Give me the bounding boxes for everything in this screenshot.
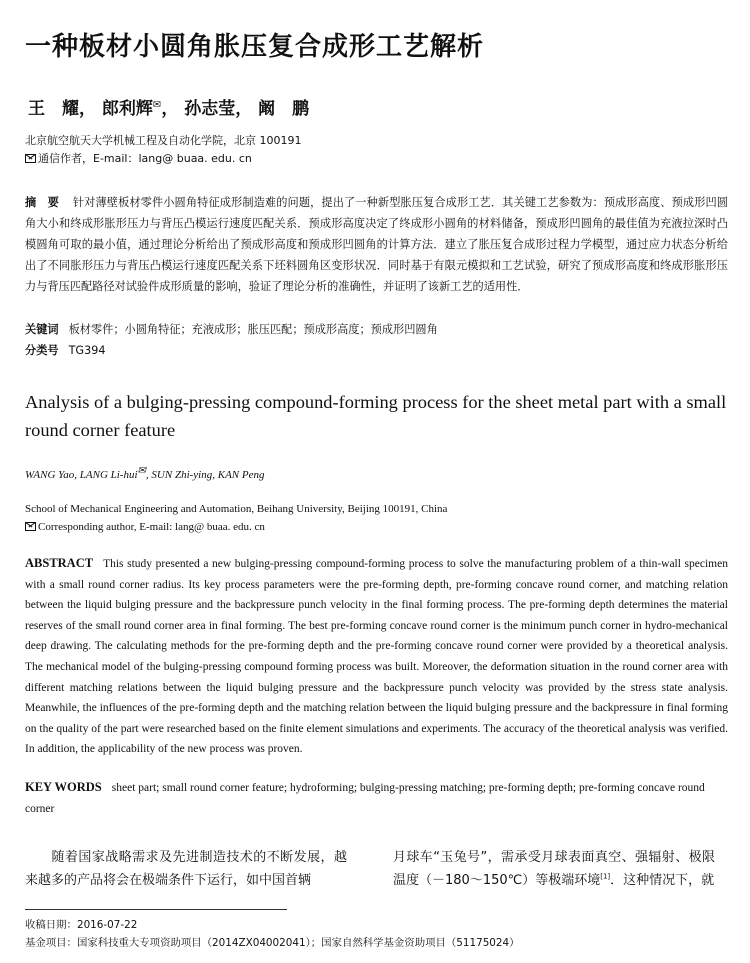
body-paragraph: 随着国家战略需求及先进制造技术的不断发展，越来越多的产品将会在极端条件下运行，如中国首辆 (25, 850, 347, 888)
author-list-cn: 王 耀， 郎利辉✉， 孙志莹， 阚 鹏 (28, 99, 310, 119)
abstract-text-cn: 针对薄壁板材零件小圆角特征成形制造难的问题，提出了一种新型胀压复合成形工艺．其关键工艺参数为：预成形高度、预成形凹圆角大小和终成形胀形压力与背压凸模运行速度匹配关系．预成形高度决定了终成形小圆角的材料储备，预成形凹圆角的最佳值为充液拉深时凸模圆角可取的最小值，通过理论分析给出了预成形高度和预成形凹圆角的计算方法．建立了胀压复合成形过程力学模型，通过应力状态分析给出了不同胀形压力与背压凸模运行速度匹配关系下坯料圆角区变形状况．同时基于有限元模拟和工艺试验，研究了预成形高度和终成形胀形压力与背压匹配路径对试验件成形质量的影响，验证了理论分析的准确性，并证明了该新工艺的适用性． (25, 196, 728, 293)
affiliation-block-en (25, 500, 447, 536)
affiliation-block-cn (25, 132, 302, 168)
body-paragraph: 月球车“玉兔号”，需承受月球表面真空、强辐射、极限温度（－180～150℃）等极端环境 (393, 850, 715, 888)
body-column-left (25, 846, 347, 892)
corresponding-line-en (25, 518, 447, 536)
author-name: 王 耀 (28, 99, 79, 119)
body-column-right (393, 846, 715, 892)
author-name: 郎利辉 (101, 99, 153, 119)
author-name: 孙志莹 (184, 99, 236, 119)
affiliation-cn: 北京航空航天大学机械工程及自动化学院，北京 100191 (25, 134, 302, 147)
body-paragraph-continued: ．这种情况下，就 (610, 873, 715, 888)
author-name-en: LANG Li-hui (79, 469, 138, 481)
footnotes (25, 916, 520, 952)
abstract-en (25, 553, 728, 760)
author-name: 阚 鹏 (258, 99, 310, 119)
received-date: 收稿日期：2016-07-22 (25, 919, 138, 931)
keywords-text-en: sheet part; small round corner feature; hydroforming; bulging-pressing matching; pre-forming depth; pre-forming concave round corner (25, 782, 705, 815)
paper-title-en: Analysis of a bulging-pressing compound-forming process for the sheet metal part with a small round corner feature (25, 392, 727, 440)
abstract-label-cn: 摘 要 (25, 196, 59, 209)
citation-marker[interactable]: [1] (600, 872, 611, 881)
keywords-cn (25, 319, 728, 340)
corresponding-line-cn (25, 150, 302, 168)
mail-icon (25, 154, 36, 163)
corresponding-text-cn: 通信作者，E-mail：lang@ buaa. edu. cn (38, 152, 252, 165)
funding-note: 基金项目：国家科技重大专项资助项目（2014ZX04002041）；国家自然科学基金资助项目（51175024） (25, 937, 520, 949)
corresponding-mail-icon: ✉ (152, 99, 162, 111)
author-name-en: KAN Peng (217, 469, 265, 481)
paper-page (25, 0, 728, 963)
corresponding-text-en: Corresponding author, E-mail: lang@ buaa. edu. cn (38, 521, 265, 533)
keywords-en (25, 777, 728, 819)
paper-title-cn: 一种板材小圆角胀压复合成形工艺解析 (25, 32, 485, 62)
author-name-en: SUN Zhi-ying (151, 469, 213, 481)
author-name-en: WANG Yao (25, 469, 75, 481)
classification-label-cn: 分类号 (25, 344, 59, 357)
keywords-label-en: KEY WORDS (25, 780, 102, 794)
footnote-divider (25, 909, 287, 910)
keywords-text-cn: 板材零件；小圆角特征；充液成形；胀压匹配；预成形高度；预成形凹圆角 (68, 323, 438, 336)
mail-icon (25, 522, 36, 531)
abstract-cn (25, 192, 728, 297)
classification-code: TG394 (68, 344, 106, 357)
abstract-text-en: This study presented a new bulging-pressing compound-forming process to solve the manufacturing problem of a thin-wall specimen with a small round corner radius. Its key process parameters were the pre-forming depth, pre-forming concave round corner, and matching relation between the liquid bulging pressure and the backpressure punch velocity in the final forming process. The pre-forming depth determines the material reserves of the small round corner area in final forming. The best pre-forming concave round corner is the minimum punch corner in hydro-mechanical deep drawing. The calculating methods for the pre-forming depth and the pre-forming concave round corner were provided by a theoretical analysis. The mechanical model of the bulging-pressing compound forming process was built. Moreover, the deformation situation in the round corner area with different matching relations between the liquid bulging pressure and the backpressure punch velocity was provided by the stress state analysis. Meanwhile, the influences of the pre-forming depth and the matching relation between the liquid bulging pressure and the backpressure in final forming on the quality of the part were researched based on the finite element simulations and experiments. The accuracy of the theoretical analysis was verified. In addition, the applicability of the new process was proven. (25, 558, 728, 756)
abstract-label-en: ABSTRACT (25, 556, 94, 570)
author-list-en: WANG Yao, LANG Li-hui✉, SUN Zhi-ying, KAN Peng (25, 465, 265, 481)
classification-cn (25, 340, 728, 361)
affiliation-en: School of Mechanical Engineering and Automation, Beihang University, Beijing 100191, China (25, 503, 448, 515)
keywords-block-cn (25, 319, 728, 361)
corresponding-mail-icon: ✉ (137, 465, 146, 477)
keywords-label-cn: 关键词 (25, 323, 59, 336)
